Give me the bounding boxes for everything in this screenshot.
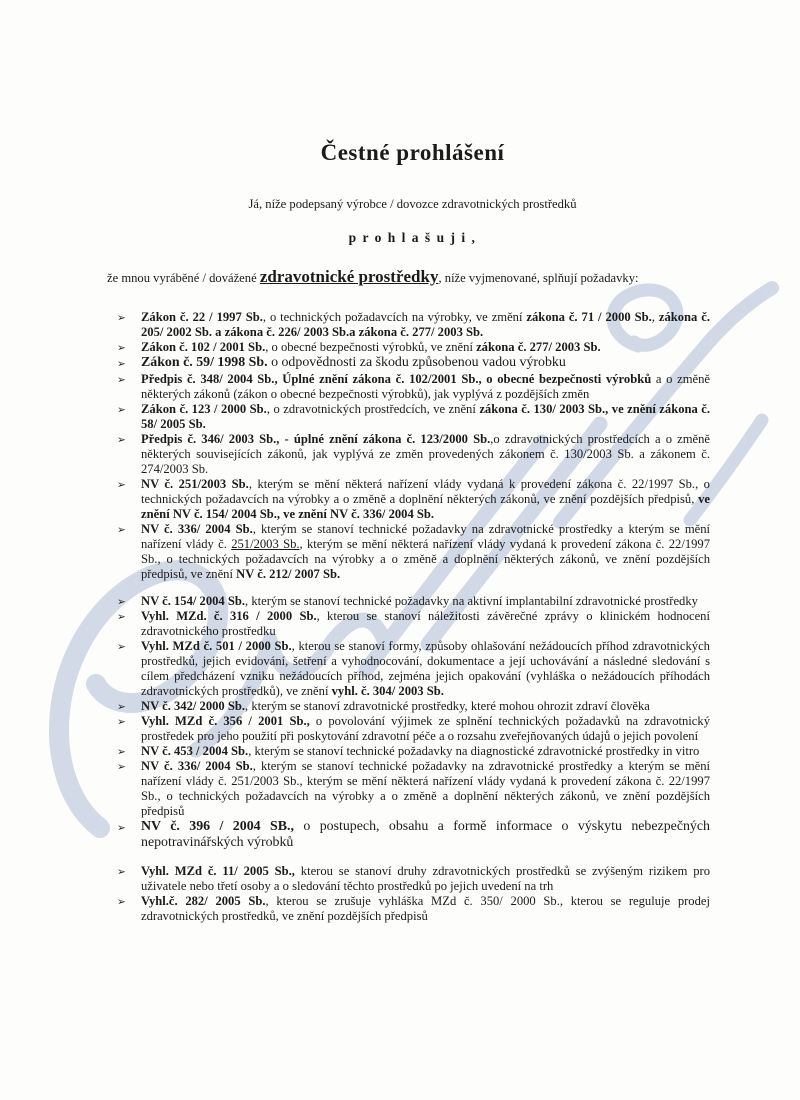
law-item-text: NV č. 336/ 2004 Sb., kterým se stanoví technické požadavky na zdravotnické prostředky a kterým se mění nařízení vlády č. 251/2003 Sb., kterým se mění některá nařízení vlády vydaná k provedení zákona č. 22/1997 Sb., o technických požadavcích na výrobky a o změně a doplnění některých zákonů, ve znění pozdějších předpisů, ve znění NV č. 212/ 2007 Sb.: [141, 521, 711, 581]
bullet-arrow-icon: ➢: [117, 610, 126, 623]
law-item: [115, 432, 710, 477]
law-item-text: Zákon č. 59/ 1998 Sb. o odpovědnosti za škodu způsobenou vadou výrobku: [141, 355, 566, 370]
law-item: [115, 522, 710, 582]
law-item: [115, 744, 710, 759]
intro-line: Já, níže podepsaný výrobce / dovozce zdravotnických prostředků: [248, 197, 577, 211]
law-item-text: Vyhl. MZd č. 356 / 2001 Sb., o povolování výjimek ze splnění technických požadavků na zdravotnický prostředek pro jeho použití při poskytování zdravotní péče a o rozsahu zveřejňovaných údajů o jejich povolení: [141, 713, 710, 743]
bullet-arrow-icon: ➢: [117, 865, 126, 878]
lead-emphasis: zdravotnické prostředky: [259, 267, 439, 286]
law-item: [115, 759, 710, 819]
law-item-text: Vyhl. MZd č. 501 / 2000 Sb., kterou se stanoví formy, způsoby ohlašování nežádoucích příhod zdravotnických prostředků, jejich evidování, šetření a vyhodnocování, dokumentace a její uchovávání a následné sledování s cílem předcházení vzniku nežádoucích příhod, zejména jejich opakování (vyhláška o nežádoucích příhodách zdravotnických prostředků), ve znění vyhl. č. 304/ 2003 Sb.: [141, 638, 710, 698]
law-item-text: Zákon č. 123 / 2000 Sb., o zdravotnických prostředcích, ve znění zákona č. 130/ 2003 Sb., ve znění zákona č. 58/ 2005 Sb.: [141, 401, 711, 431]
lead-prefix: že mnou vyráběné / dovážené: [107, 271, 260, 285]
law-item: [115, 864, 710, 894]
law-item: [115, 594, 710, 609]
bullet-arrow-icon: ➢: [117, 595, 126, 608]
law-item: [115, 609, 710, 639]
bullet-arrow-icon: ➢: [117, 433, 126, 446]
law-item: [115, 714, 710, 744]
law-item-text: NV č. 396 / 2004 SB., o postupech, obsahu a formě informace o výskytu nebezpečných nepotravinářských výrobků: [141, 818, 710, 850]
law-item: [115, 355, 710, 372]
bullet-arrow-icon: ➢: [117, 312, 126, 324]
bullet-arrow-icon: ➢: [117, 760, 126, 773]
law-item-text: NV č. 154/ 2004 Sb., kterým se stanoví technické požadavky na aktivní implantabilní zdravotnické prostředky: [141, 593, 698, 608]
law-item: [115, 310, 710, 340]
lead-line: [107, 267, 710, 287]
bullet-arrow-icon: ➢: [117, 523, 126, 536]
law-item-text: Vyhl.č. 282/ 2005 Sb., kterou se zrušuje vyhláška MZd č. 350/ 2000 Sb., kterou se reguluje prodej zdravotnických prostředků, ve znění pozdějších předpisů: [141, 893, 710, 923]
bullet-arrow-icon: ➢: [117, 700, 126, 713]
declaration-word: p r o h l a š u j i ,: [348, 230, 477, 245]
bullet-arrow-icon: ➢: [117, 745, 126, 758]
law-item-text: Vyhl. MZd. č. 316 / 2000 Sb., kterou se stanoví náležitosti závěrečné zprávy o klinickém hodnocení zdravotnického prostředku: [141, 608, 710, 638]
law-item: [115, 819, 710, 852]
bullet-arrow-icon: ➢: [117, 403, 126, 416]
law-item-text: NV č. 453 / 2004 Sb., kterým se stanoví technické požadavky na diagnostické zdravotnické prostředky in vitro: [141, 743, 700, 758]
law-list: [115, 310, 710, 924]
law-item: [115, 372, 710, 402]
law-item: [115, 477, 710, 522]
document-content: [107, 140, 711, 924]
law-item-text: NV č. 342/ 2000 Sb., kterým se stanoví zdravotnické prostředky, které mohou ohrozit zdraví člověka: [141, 698, 650, 713]
page-title: Čestné prohlášení: [320, 140, 505, 165]
law-item: [115, 894, 710, 924]
bullet-arrow-icon: ➢: [117, 358, 126, 370]
bullet-arrow-icon: ➢: [117, 373, 126, 386]
bullet-arrow-icon: ➢: [117, 715, 126, 728]
bullet-arrow-icon: ➢: [117, 821, 126, 834]
bullet-arrow-icon: ➢: [117, 640, 126, 653]
bullet-arrow-icon: ➢: [117, 895, 126, 908]
law-item-text: NV č. 251/2003 Sb., kterým se mění některá nařízení vlády vydaná k provedení zákona č. 22/1997 Sb., o technických požadavcích na výrobky a o změně a doplnění některých zákonů, ve znění pozdějších předpisů, ve znění NV č. 154/ 2004 Sb., ve znění NV č. 336/ 2004 Sb.: [141, 476, 710, 521]
bullet-arrow-icon: ➢: [117, 478, 126, 491]
law-item: [115, 402, 710, 432]
law-item-text: Vyhl. MZd č. 11/ 2005 Sb., kterou se stanoví druhy zdravotnických prostředků se zvýšeným rizikem pro uživatele nebo třetí osoby a o sledování těchto prostředků po jejich uvedení na trh: [141, 863, 710, 893]
law-item: [115, 340, 710, 355]
law-item-text: Předpis č. 348/ 2004 Sb., Úplné znění zákona č. 102/2001 Sb., o obecné bezpečnosti výrobků a o změně některých zákonů (zákon o obecné bezpečnosti výrobků), jak vyplývá z pozdějších změn: [141, 371, 710, 401]
law-item: [115, 639, 710, 699]
law-item-text: Zákon č. 102 / 2001 Sb., o obecné bezpečnosti výrobků, ve znění zákona č. 277/ 2003 Sb.: [141, 340, 601, 354]
law-item-text: Zákon č. 22 / 1997 Sb., o technických požadavcích na výrobky, ve změní zákona č. 71 / 2000 Sb., zákona č. 205/ 2002 Sb. a zákona č. 226/ 2003 Sb.a zákona č. 277/ 2003 Sb.: [141, 310, 711, 339]
lead-suffix: , níže vyjmenované, splňují požadavky:: [438, 271, 639, 285]
bullet-arrow-icon: ➢: [117, 342, 126, 354]
law-item-text: Předpis č. 346/ 2003 Sb., - úplné znění zákona č. 123/2000 Sb.,o zdravotnických prostředcích a o změně některých souvisejících zákonů, jak vyplývá ze změn provedených zákonem č. 130/2003 Sb. a zákonem č. 274/2003 Sb.: [141, 431, 710, 476]
law-item: [115, 699, 710, 714]
law-item-text: NV č. 336/ 2004 Sb., kterým se stanoví technické požadavky na zdravotnické prostředky a kterým se mění nařízení vlády č. 251/2003 Sb., kterým se mění některá nařízení vlády vydaná k provedení zákona č. 22/1997 Sb., o technických požadavcích na výrobky a o změně a doplnění některých zákonů, ve znění pozdějších předpisů: [141, 758, 710, 818]
